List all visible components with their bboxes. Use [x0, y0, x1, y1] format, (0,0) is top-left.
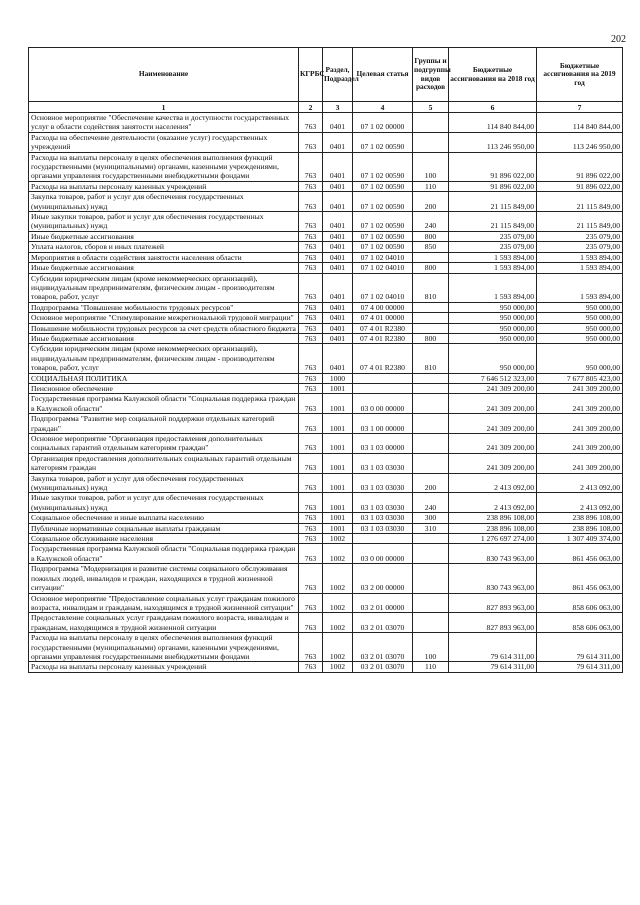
- row-amount-2018: 950 000,00: [449, 344, 537, 373]
- row-section: 0401: [323, 252, 353, 262]
- table-header-row: [29, 48, 623, 102]
- row-group: 800: [413, 231, 449, 241]
- row-name: Субсидии юридическим лицам (кроме некоммерческих организаций), индивидуальным предпринимателям, физическим лицам - производителям товаров, работ, услуг: [29, 273, 299, 302]
- row-amount-2019: 241 309 200,00: [537, 394, 623, 414]
- row-kgrbs: 763: [299, 613, 323, 633]
- row-kgrbs: 763: [299, 192, 323, 212]
- row-section: 0401: [323, 152, 353, 181]
- row-amount-2018: 21 115 849,00: [449, 212, 537, 232]
- row-kgrbs: 763: [299, 434, 323, 454]
- row-kgrbs: 763: [299, 252, 323, 262]
- row-amount-2018: 1 593 894,00: [449, 263, 537, 273]
- table-row: [29, 564, 623, 593]
- row-amount-2019: 1 593 894,00: [537, 252, 623, 262]
- header-article: Целевая статья: [353, 48, 413, 102]
- row-group: 110: [413, 662, 449, 672]
- row-amount-2018: 950 000,00: [449, 302, 537, 312]
- row-amount-2018: 114 840 844,00: [449, 113, 537, 133]
- row-name: Государственная программа Калужской области "Социальная поддержка граждан в Калужской области": [29, 394, 299, 414]
- row-name: Расходы на выплаты персоналу казенных учреждений: [29, 181, 299, 191]
- table-row: [29, 252, 623, 262]
- column-number: 7: [537, 102, 623, 113]
- row-name: Иные бюджетные ассигнования: [29, 333, 299, 343]
- row-group: [413, 373, 449, 383]
- row-group: 200: [413, 192, 449, 212]
- row-section: 0401: [323, 313, 353, 323]
- row-amount-2018: 1 593 894,00: [449, 273, 537, 302]
- row-kgrbs: 763: [299, 383, 323, 393]
- row-kgrbs: 763: [299, 633, 323, 662]
- column-number: 5: [413, 102, 449, 113]
- row-group: 100: [413, 633, 449, 662]
- row-name: Основное мероприятие "Стимулирование межрегиональной трудовой миграции": [29, 313, 299, 323]
- table-row: [29, 593, 623, 613]
- row-name: Мероприятия в области содействия занятости населения области: [29, 252, 299, 262]
- row-amount-2018: 241 309 200,00: [449, 383, 537, 393]
- row-article: 07 1 02 00590: [353, 231, 413, 241]
- table-row: [29, 523, 623, 533]
- table-row: [29, 662, 623, 672]
- row-name: Расходы на обеспечение деятельности (оказание услуг) государственных учреждений: [29, 132, 299, 152]
- row-amount-2018: 2 413 092,00: [449, 473, 537, 493]
- row-name: Иные закупки товаров, работ и услуг для обеспечения государственных (муниципальных) нужд: [29, 212, 299, 232]
- row-amount-2018: 2 413 092,00: [449, 493, 537, 513]
- row-group: [413, 132, 449, 152]
- row-article: 07 1 02 00590: [353, 132, 413, 152]
- row-kgrbs: 763: [299, 263, 323, 273]
- row-name: Закупка товаров, работ и услуг для обеспечения государственных (муниципальных) нужд: [29, 473, 299, 493]
- table-row: [29, 534, 623, 544]
- row-name: Основное мероприятие "Организация предоставления дополнительных социальных гарантий отдельным категориям граждан": [29, 434, 299, 454]
- row-amount-2018: 21 115 849,00: [449, 192, 537, 212]
- row-article: 07 1 02 04010: [353, 263, 413, 273]
- row-name: Государственная программа Калужской области "Социальная поддержка граждан в Калужской области": [29, 544, 299, 564]
- row-group: 300: [413, 513, 449, 523]
- row-group: [413, 534, 449, 544]
- row-amount-2019: 1 593 894,00: [537, 263, 623, 273]
- row-kgrbs: 763: [299, 593, 323, 613]
- row-article: 07 4 01 R2380: [353, 344, 413, 373]
- row-amount-2019: 235 079,00: [537, 242, 623, 252]
- row-kgrbs: 763: [299, 333, 323, 343]
- row-amount-2019: 950 000,00: [537, 333, 623, 343]
- table-row: [29, 212, 623, 232]
- row-name: Основное мероприятие "Обеспечение качества и доступности государственных услуг в области содействия занятости населения": [29, 113, 299, 133]
- row-article: 03 2 00 00000: [353, 564, 413, 593]
- row-name: Иные закупки товаров, работ и услуг для обеспечения государственных (муниципальных) нужд: [29, 493, 299, 513]
- row-amount-2019: 241 309 200,00: [537, 414, 623, 434]
- table-row: [29, 313, 623, 323]
- row-name: Социальное обслуживание населения: [29, 534, 299, 544]
- row-kgrbs: 763: [299, 473, 323, 493]
- row-group: [413, 313, 449, 323]
- table-row: [29, 181, 623, 191]
- header-2018: Бюджетные ассигнования на 2018 год: [449, 48, 537, 102]
- row-article: 03 2 01 00000: [353, 593, 413, 613]
- row-name: Субсидии юридическим лицам (кроме некоммерческих организаций), индивидуальным предпринимателям, физическим лицам - производителям товаров, работ, услуг: [29, 344, 299, 373]
- row-section: 1001: [323, 523, 353, 533]
- row-kgrbs: 763: [299, 181, 323, 191]
- header-kgrbs: КГРБС: [299, 48, 323, 102]
- row-amount-2019: 114 840 844,00: [537, 113, 623, 133]
- row-article: 07 1 02 00590: [353, 181, 413, 191]
- row-article: 03 2 01 03070: [353, 633, 413, 662]
- row-article: 07 1 02 04010: [353, 273, 413, 302]
- row-group: 800: [413, 333, 449, 343]
- row-amount-2019: 861 456 063,00: [537, 544, 623, 564]
- row-group: 200: [413, 473, 449, 493]
- row-group: 310: [413, 523, 449, 533]
- row-article: 03 1 03 00000: [353, 434, 413, 454]
- page-number: 202: [611, 34, 626, 45]
- row-amount-2019: 1 593 894,00: [537, 273, 623, 302]
- table-row: [29, 263, 623, 273]
- row-article: 07 1 02 00590: [353, 212, 413, 232]
- row-section: 0401: [323, 212, 353, 232]
- row-group: 240: [413, 493, 449, 513]
- row-name: Подпрограмма "Повышение мобильности трудовых ресурсов": [29, 302, 299, 312]
- row-group: [413, 394, 449, 414]
- row-section: 0401: [323, 273, 353, 302]
- row-amount-2019: 238 896 108,00: [537, 513, 623, 523]
- row-kgrbs: 763: [299, 564, 323, 593]
- row-group: 800: [413, 263, 449, 273]
- row-amount-2019: 950 000,00: [537, 313, 623, 323]
- row-group: [413, 302, 449, 312]
- row-group: 850: [413, 242, 449, 252]
- row-name: Основное мероприятие "Предоставление социальных услуг гражданам пожилого возраста, инвалидам и гражданам, находящимся в трудной жизненной ситуации": [29, 593, 299, 613]
- row-amount-2018: 235 079,00: [449, 242, 537, 252]
- row-amount-2018: 1 593 894,00: [449, 252, 537, 262]
- row-article: [353, 534, 413, 544]
- row-amount-2018: 113 246 950,00: [449, 132, 537, 152]
- row-article: 03 1 03 03030: [353, 473, 413, 493]
- table-row: [29, 273, 623, 302]
- table-row: [29, 613, 623, 633]
- row-name: Расходы на выплаты персоналу в целях обеспечения выполнения функций государственными (муниципальными) органами, казенными учреждениями, органами управления государственными внебюджетными фондами: [29, 152, 299, 181]
- row-amount-2019: 861 456 063,00: [537, 564, 623, 593]
- row-amount-2019: 7 677 805 423,00: [537, 373, 623, 383]
- row-amount-2018: 950 000,00: [449, 333, 537, 343]
- row-section: 1002: [323, 534, 353, 544]
- row-group: [413, 453, 449, 473]
- row-section: 0401: [323, 333, 353, 343]
- column-number: 2: [299, 102, 323, 113]
- row-article: 03 2 01 03070: [353, 662, 413, 672]
- row-group: [413, 252, 449, 262]
- row-amount-2019: 241 309 200,00: [537, 453, 623, 473]
- row-amount-2019: 241 309 200,00: [537, 383, 623, 393]
- row-group: [413, 323, 449, 333]
- row-section: 0401: [323, 113, 353, 133]
- row-kgrbs: 763: [299, 113, 323, 133]
- row-name: Расходы на выплаты персоналу казенных учреждений: [29, 662, 299, 672]
- row-amount-2019: 79 614 311,00: [537, 633, 623, 662]
- row-amount-2018: 79 614 311,00: [449, 633, 537, 662]
- row-amount-2019: 21 115 849,00: [537, 212, 623, 232]
- row-name: Уплата налогов, сборов и иных платежей: [29, 242, 299, 252]
- row-article: 07 4 01 R2380: [353, 323, 413, 333]
- row-kgrbs: 763: [299, 414, 323, 434]
- row-kgrbs: 763: [299, 152, 323, 181]
- row-amount-2018: 91 896 022,00: [449, 181, 537, 191]
- row-section: 1000: [323, 373, 353, 383]
- row-amount-2019: 950 000,00: [537, 302, 623, 312]
- row-group: [413, 414, 449, 434]
- table-row: [29, 302, 623, 312]
- row-section: 0401: [323, 344, 353, 373]
- table-row: [29, 544, 623, 564]
- table-row: [29, 231, 623, 241]
- row-amount-2019: 950 000,00: [537, 323, 623, 333]
- row-name: Публичные нормативные социальные выплаты гражданам: [29, 523, 299, 533]
- row-amount-2018: 238 896 108,00: [449, 513, 537, 523]
- row-section: 1002: [323, 544, 353, 564]
- row-section: 0401: [323, 242, 353, 252]
- row-group: 100: [413, 152, 449, 181]
- row-section: 1001: [323, 513, 353, 523]
- row-amount-2019: 91 896 022,00: [537, 152, 623, 181]
- row-amount-2018: 241 309 200,00: [449, 394, 537, 414]
- row-group: 810: [413, 273, 449, 302]
- row-section: 1001: [323, 383, 353, 393]
- table-row: [29, 434, 623, 454]
- row-name: Подпрограмма "Модернизация и развитие системы социального обслуживания пожилых людей, инвалидов и граждан, находящихся в трудной жизненной ситуации": [29, 564, 299, 593]
- row-group: 240: [413, 212, 449, 232]
- row-kgrbs: 763: [299, 132, 323, 152]
- table-row: [29, 113, 623, 133]
- table-row: [29, 473, 623, 493]
- row-section: 1001: [323, 434, 353, 454]
- row-name: Повышение мобильности трудовых ресурсов за счет средств областного бюджета: [29, 323, 299, 333]
- row-group: 810: [413, 344, 449, 373]
- row-amount-2019: 241 309 200,00: [537, 434, 623, 454]
- row-article: 07 1 02 04010: [353, 252, 413, 262]
- row-article: 07 4 01 00000: [353, 313, 413, 323]
- row-section: 1002: [323, 633, 353, 662]
- row-article: 03 1 03 03030: [353, 493, 413, 513]
- table-row: [29, 414, 623, 434]
- row-group: [413, 593, 449, 613]
- row-section: 1001: [323, 493, 353, 513]
- row-kgrbs: 763: [299, 242, 323, 252]
- row-amount-2019: 2 413 092,00: [537, 493, 623, 513]
- table-row: [29, 394, 623, 414]
- column-number: 4: [353, 102, 413, 113]
- row-kgrbs: 763: [299, 544, 323, 564]
- column-number: 1: [29, 102, 299, 113]
- row-kgrbs: 763: [299, 453, 323, 473]
- table-row: [29, 132, 623, 152]
- table-row: [29, 513, 623, 523]
- row-amount-2018: 827 893 963,00: [449, 593, 537, 613]
- row-kgrbs: 763: [299, 523, 323, 533]
- row-amount-2019: 113 246 950,00: [537, 132, 623, 152]
- header-2019: Бюджетные ассигнования на 2019 год: [537, 48, 623, 102]
- row-kgrbs: 763: [299, 662, 323, 672]
- row-kgrbs: 763: [299, 323, 323, 333]
- row-name: Социальное обеспечение и иные выплаты населению: [29, 513, 299, 523]
- table-row: [29, 453, 623, 473]
- row-group: [413, 564, 449, 593]
- row-section: 1002: [323, 613, 353, 633]
- row-section: 0401: [323, 302, 353, 312]
- row-article: 03 1 00 00000: [353, 414, 413, 434]
- row-kgrbs: 763: [299, 231, 323, 241]
- row-section: 0401: [323, 181, 353, 191]
- row-amount-2018: 241 309 200,00: [449, 434, 537, 454]
- row-article: 07 1 02 00590: [353, 242, 413, 252]
- row-section: 1001: [323, 414, 353, 434]
- row-article: 07 1 02 00590: [353, 192, 413, 212]
- row-article: 03 0 00 00000: [353, 394, 413, 414]
- row-amount-2018: 91 896 022,00: [449, 152, 537, 181]
- table-row: [29, 192, 623, 212]
- row-section: 0401: [323, 132, 353, 152]
- row-amount-2018: 238 896 108,00: [449, 523, 537, 533]
- row-kgrbs: 763: [299, 344, 323, 373]
- row-name: Иные бюджетные ассигнования: [29, 263, 299, 273]
- row-section: 0401: [323, 263, 353, 273]
- row-amount-2019: 858 606 063,00: [537, 593, 623, 613]
- row-amount-2019: 91 896 022,00: [537, 181, 623, 191]
- row-group: [413, 613, 449, 633]
- row-section: 1001: [323, 394, 353, 414]
- row-amount-2019: 238 896 108,00: [537, 523, 623, 533]
- row-name: Иные бюджетные ассигнования: [29, 231, 299, 241]
- row-group: [413, 113, 449, 133]
- row-amount-2018: 830 743 963,00: [449, 544, 537, 564]
- row-kgrbs: 763: [299, 273, 323, 302]
- row-group: [413, 383, 449, 393]
- table-row: [29, 373, 623, 383]
- row-name: Расходы на выплаты персоналу в целях обеспечения выполнения функций государственными (муниципальными) органами, казенными учреждениями, органами управления государственными внебюджетными фондами: [29, 633, 299, 662]
- column-number: 3: [323, 102, 353, 113]
- row-name: Предоставление социальных услуг гражданам пожилого возраста, инвалидам и гражданам, находящимся в трудной жизненной ситуации: [29, 613, 299, 633]
- row-section: 1002: [323, 593, 353, 613]
- row-amount-2018: 950 000,00: [449, 323, 537, 333]
- row-article: 03 1 03 03030: [353, 453, 413, 473]
- row-amount-2018: 7 646 512 323,00: [449, 373, 537, 383]
- row-amount-2018: 950 000,00: [449, 313, 537, 323]
- column-number-row: [29, 102, 623, 113]
- row-amount-2019: 1 307 409 374,00: [537, 534, 623, 544]
- row-section: 0401: [323, 231, 353, 241]
- table-row: [29, 344, 623, 373]
- row-amount-2019: 858 606 063,00: [537, 613, 623, 633]
- header-section: Раздел, Подраздел: [323, 48, 353, 102]
- row-article: 03 1 03 03030: [353, 523, 413, 533]
- row-name: Пенсионное обеспечение: [29, 383, 299, 393]
- row-amount-2019: 950 000,00: [537, 344, 623, 373]
- row-amount-2018: 827 893 963,00: [449, 613, 537, 633]
- row-group: [413, 434, 449, 454]
- row-article: 03 0 00 00000: [353, 544, 413, 564]
- row-section: 0401: [323, 192, 353, 212]
- row-amount-2018: 241 309 200,00: [449, 414, 537, 434]
- row-section: 1002: [323, 662, 353, 672]
- row-kgrbs: 763: [299, 313, 323, 323]
- row-name: СОЦИАЛЬНАЯ ПОЛИТИКА: [29, 373, 299, 383]
- row-article: 07 4 01 R2380: [353, 333, 413, 343]
- row-name: Закупка товаров, работ и услуг для обеспечения государственных (муниципальных) нужд: [29, 192, 299, 212]
- row-kgrbs: 763: [299, 212, 323, 232]
- table-row: [29, 493, 623, 513]
- row-kgrbs: 763: [299, 394, 323, 414]
- row-article: [353, 383, 413, 393]
- row-article: 07 1 02 00590: [353, 152, 413, 181]
- row-section: 1001: [323, 473, 353, 493]
- row-kgrbs: 763: [299, 493, 323, 513]
- row-amount-2018: 241 309 200,00: [449, 453, 537, 473]
- row-section: 0401: [323, 323, 353, 333]
- table-row: [29, 242, 623, 252]
- row-amount-2019: 2 413 092,00: [537, 473, 623, 493]
- row-kgrbs: 763: [299, 513, 323, 523]
- header-name: Наименование: [29, 48, 299, 102]
- row-article: 03 1 03 03030: [353, 513, 413, 523]
- row-amount-2019: 21 115 849,00: [537, 192, 623, 212]
- row-article: 07 4 00 00000: [353, 302, 413, 312]
- table-row: [29, 323, 623, 333]
- row-amount-2019: 79 614 311,00: [537, 662, 623, 672]
- table-row: [29, 383, 623, 393]
- table-row: [29, 333, 623, 343]
- row-kgrbs: 763: [299, 534, 323, 544]
- row-article: [353, 373, 413, 383]
- row-kgrbs: 763: [299, 302, 323, 312]
- row-section: 1002: [323, 564, 353, 593]
- table-row: [29, 152, 623, 181]
- row-kgrbs: 763: [299, 373, 323, 383]
- row-amount-2018: 79 614 311,00: [449, 662, 537, 672]
- row-group: [413, 544, 449, 564]
- budget-table: [28, 47, 623, 673]
- row-article: 03 2 01 03070: [353, 613, 413, 633]
- row-amount-2018: 1 276 697 274,00: [449, 534, 537, 544]
- row-group: 110: [413, 181, 449, 191]
- column-number: 6: [449, 102, 537, 113]
- row-amount-2019: 235 079,00: [537, 231, 623, 241]
- row-article: 07 1 02 00000: [353, 113, 413, 133]
- row-name: Организация предоставления дополнительных социальных гарантий отдельным категориям граждан: [29, 453, 299, 473]
- table-row: [29, 633, 623, 662]
- row-amount-2018: 235 079,00: [449, 231, 537, 241]
- header-group: Группы и подгруппы видов расходов: [413, 48, 449, 102]
- row-amount-2018: 830 743 963,00: [449, 564, 537, 593]
- row-section: 1001: [323, 453, 353, 473]
- row-name: Подпрограмма "Развитие мер социальной поддержки отдельных категорий граждан": [29, 414, 299, 434]
